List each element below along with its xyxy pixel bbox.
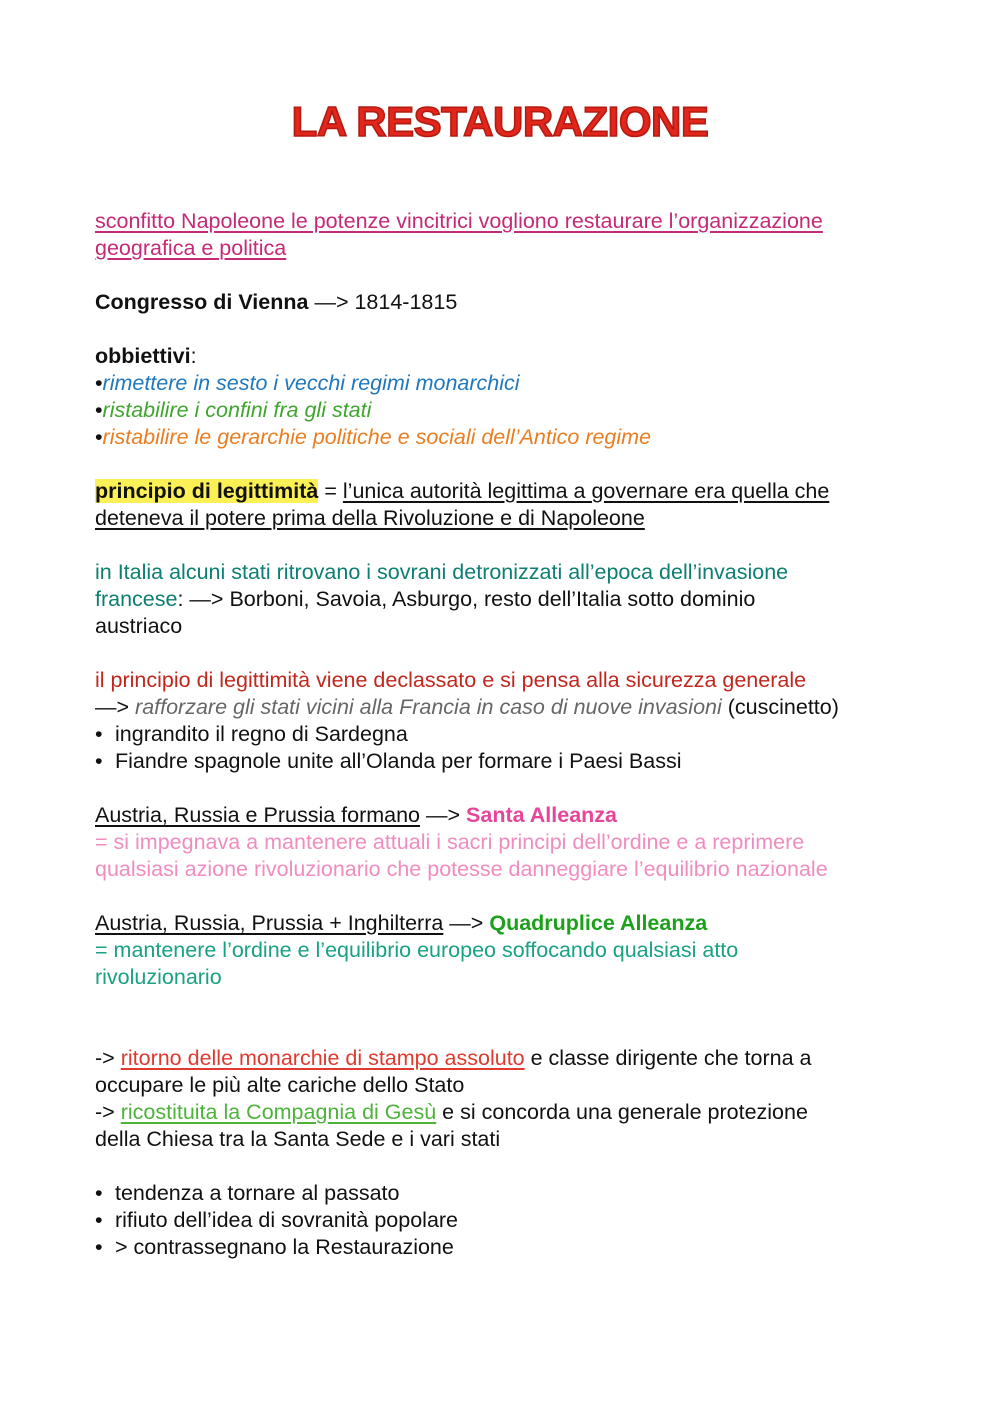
holy-def-1: si impegnava a mantenere attuali i sacri principi dell’ordine e a reprimere bbox=[113, 830, 805, 854]
objective-item bbox=[95, 397, 925, 424]
result-item bbox=[95, 1099, 925, 1153]
bullet-dot: • bbox=[95, 1235, 103, 1259]
objectives-section bbox=[95, 343, 925, 451]
quad-def-2: rivoluzionario bbox=[95, 965, 222, 989]
bullet-dot: • bbox=[95, 371, 103, 395]
holy-members: Austria, Russia e Prussia formano bbox=[95, 803, 421, 827]
italy-line-1: in Italia alcuni stati ritrovano i sovrani detronizzati all’epoca dell’invasione bbox=[95, 560, 789, 584]
objectives-colon: : bbox=[190, 344, 197, 368]
bullet-dot: • bbox=[95, 1181, 103, 1205]
quad-alliance-name: Quadruplice Alleanza bbox=[489, 911, 708, 935]
document-body bbox=[95, 208, 925, 1261]
result-1-line-2: occupare le più alte cariche dello Stato bbox=[95, 1073, 465, 1097]
arrow: —> bbox=[95, 695, 136, 719]
summary-item-text: > contrassegnano la Restaurazione bbox=[115, 1235, 454, 1259]
summary-section bbox=[95, 1180, 925, 1261]
congress-line bbox=[95, 289, 925, 316]
equals-sign: = bbox=[95, 938, 114, 962]
objectives-label: obbiettivi bbox=[95, 344, 191, 368]
quad-def-1: mantenere l’ordine e l’equilibrio europeo soffocando qualsiasi atto bbox=[113, 938, 739, 962]
intro-line-2: geografica e politica bbox=[95, 236, 287, 260]
legitimacy-equals: = bbox=[318, 479, 343, 503]
intro-line-1: sconfitto Napoleone le potenze vincitrici vogliono restaurare l’organizzazione bbox=[95, 209, 823, 233]
equals-sign: = bbox=[95, 830, 114, 854]
quadruple-alliance-section bbox=[95, 910, 925, 991]
result-item bbox=[95, 1045, 925, 1099]
security-item-text: Fiandre spagnole unite all’Olanda per formare i Paesi Bassi bbox=[115, 749, 682, 773]
page-title: LA RESTAURAZIONE bbox=[291, 98, 709, 145]
objective-text: rimettere in sesto i vecchi regimi monarchici bbox=[102, 371, 520, 395]
security-line-1: il principio di legittimità viene declassato e si pensa alla sicurezza generale bbox=[95, 668, 807, 692]
objective-item bbox=[95, 370, 925, 397]
arrow: —> bbox=[420, 803, 467, 827]
security-item bbox=[95, 721, 925, 748]
legitimacy-def-1: l’unica autorità legittima a governare era quella che bbox=[342, 479, 830, 503]
security-line-2 bbox=[95, 694, 925, 721]
arrow: -> bbox=[95, 1046, 121, 1070]
result-2-line-2: della Chiesa tra la Santa Sede e i vari stati bbox=[95, 1127, 501, 1151]
arrow: —> bbox=[443, 911, 490, 935]
objective-text: ristabilire le gerarchie politiche e sociali dell’Antico regime bbox=[102, 425, 652, 449]
legitimacy-def-2: deteneva il potere prima della Rivoluzione e di Napoleone bbox=[95, 506, 645, 530]
italy-line-2b: : —> Borboni, Savoia, Asburgo, resto dell’Italia sotto dominio bbox=[177, 587, 756, 611]
result-2-rest: e si concorda una generale protezione bbox=[436, 1100, 808, 1124]
legitimacy-term: principio di legittimità bbox=[95, 479, 319, 503]
objective-text: ristabilire i confini fra gli stati bbox=[102, 398, 372, 422]
bullet-dot: • bbox=[95, 425, 103, 449]
security-section bbox=[95, 667, 925, 775]
holy-alliance-section bbox=[95, 802, 925, 883]
summary-item bbox=[95, 1180, 925, 1207]
summary-item-text: tendenza a tornare al passato bbox=[115, 1181, 400, 1205]
security-item bbox=[95, 748, 925, 775]
quad-members: Austria, Russia, Prussia + Inghilterra bbox=[95, 911, 444, 935]
bullet-dot: • bbox=[95, 1208, 103, 1232]
arrow: -> bbox=[95, 1100, 121, 1124]
holy-definition bbox=[95, 829, 925, 883]
result-1-highlight: ritorno delle monarchie di stampo assoluto bbox=[120, 1046, 525, 1070]
bullet-dot: • bbox=[95, 722, 103, 746]
security-italic: rafforzare gli stati vicini alla Francia in caso di nuove invasioni bbox=[135, 695, 722, 719]
italy-paragraph bbox=[95, 559, 925, 640]
congress-dates: —> 1814-1815 bbox=[308, 290, 458, 314]
intro-paragraph bbox=[95, 208, 925, 262]
objective-item bbox=[95, 424, 925, 451]
bullet-dot: • bbox=[95, 398, 103, 422]
result-1-rest: e classe dirigente che torna a bbox=[524, 1046, 812, 1070]
congress-label: Congresso di Vienna bbox=[95, 290, 309, 314]
quad-definition bbox=[95, 937, 925, 991]
holy-alliance-name: Santa Alleanza bbox=[466, 803, 617, 827]
legitimacy-paragraph bbox=[95, 478, 925, 532]
holy-def-2: qualsiasi azione rivoluzionario che potesse danneggiare l’equilibrio nazionale bbox=[95, 857, 828, 881]
italy-line-2a: francese bbox=[95, 587, 178, 611]
result-2-highlight: ricostituita la Compagnia di Gesù bbox=[120, 1100, 437, 1124]
italy-line-3: austriaco bbox=[95, 614, 183, 638]
bullet-dot: • bbox=[95, 749, 103, 773]
security-item-text: ingrandito il regno di Sardegna bbox=[115, 722, 408, 746]
results-section bbox=[95, 1045, 925, 1153]
summary-item bbox=[95, 1234, 925, 1261]
security-paren: (cuscinetto) bbox=[721, 695, 839, 719]
summary-item bbox=[95, 1207, 925, 1234]
summary-item-text: rifiuto dell’idea di sovranità popolare bbox=[115, 1208, 459, 1232]
